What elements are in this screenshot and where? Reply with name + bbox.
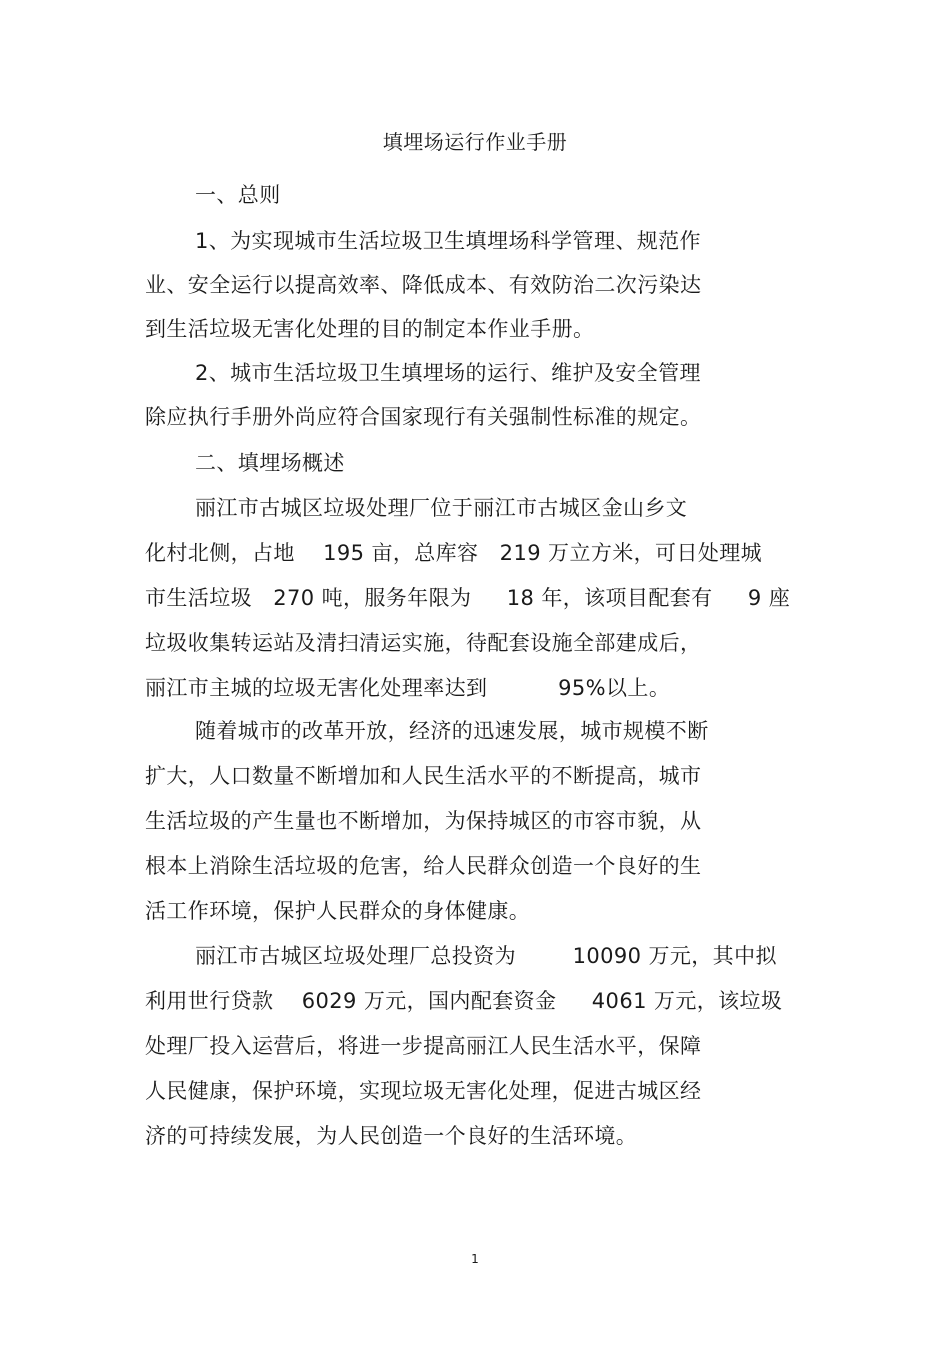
- paragraph-line: 垃圾收集转运站及清扫清运实施，待配套设施全部建成后，: [145, 631, 702, 655]
- paragraph-line: 化村北侧，占地 195 亩，总库容 219 万立方米，可日处理城: [145, 541, 763, 565]
- paragraph-line: 人民健康，保护环境，实现垃圾无害化处理，促进古城区经: [145, 1079, 702, 1103]
- section-heading-overview: 二、填埋场概述: [195, 451, 345, 475]
- paragraph-line: 1、为实现城市生活垃圾卫生填埋场科学管理、规范作: [195, 229, 701, 253]
- paragraph-line: 根本上消除生活垃圾的危害，给人民群众创造一个良好的生: [145, 854, 702, 878]
- paragraph-line: 处理厂投入运营后，将进一步提高丽江人民生活水平，保障: [145, 1034, 702, 1058]
- paragraph-line: 随着城市的改革开放，经济的迅速发展，城市规模不断: [195, 719, 709, 743]
- paragraph-line: 业、安全运行以提高效率、降低成本、有效防治二次污染达: [145, 273, 702, 297]
- paragraph-line: 除应执行手册外尚应符合国家现行有关强制性标准的规定。: [145, 405, 702, 429]
- paragraph-line: 到生活垃圾无害化处理的目的制定本作业手册。: [145, 317, 595, 341]
- paragraph-line: 丽江市古城区垃圾处理厂位于丽江市古城区金山乡文: [195, 496, 688, 520]
- document-title: 填埋场运行作业手册: [382, 130, 568, 154]
- paragraph-line: 丽江市古城区垃圾处理厂总投资为 10090 万元，其中拟: [195, 944, 777, 968]
- paragraph-line: 利用世行贷款 6029 万元，国内配套资金 4061 万元，该垃圾: [145, 989, 783, 1013]
- paragraph-line: 生活垃圾的产生量也不断增加，为保持城区的市容市貌，从: [145, 809, 702, 833]
- paragraph-line: 扩大，人口数量不断增加和人民生活水平的不断提高，城市: [145, 764, 702, 788]
- paragraph-line: 2、城市生活垃圾卫生填埋场的运行、维护及安全管理: [195, 361, 701, 385]
- paragraph-line: 市生活垃圾 270 吨，服务年限为 18 年，该项目配套有 9 座: [145, 586, 791, 610]
- paragraph-line: 丽江市主城的垃圾无害化处理率达到 95%以上。: [145, 676, 671, 700]
- paragraph-line: 济的可持续发展，为人民创造一个良好的生活环境。: [145, 1124, 638, 1148]
- page-number: 1: [471, 1252, 479, 1266]
- paragraph-line: 活工作环境，保护人民群众的身体健康。: [145, 899, 531, 923]
- section-heading-general: 一、总则: [195, 183, 281, 207]
